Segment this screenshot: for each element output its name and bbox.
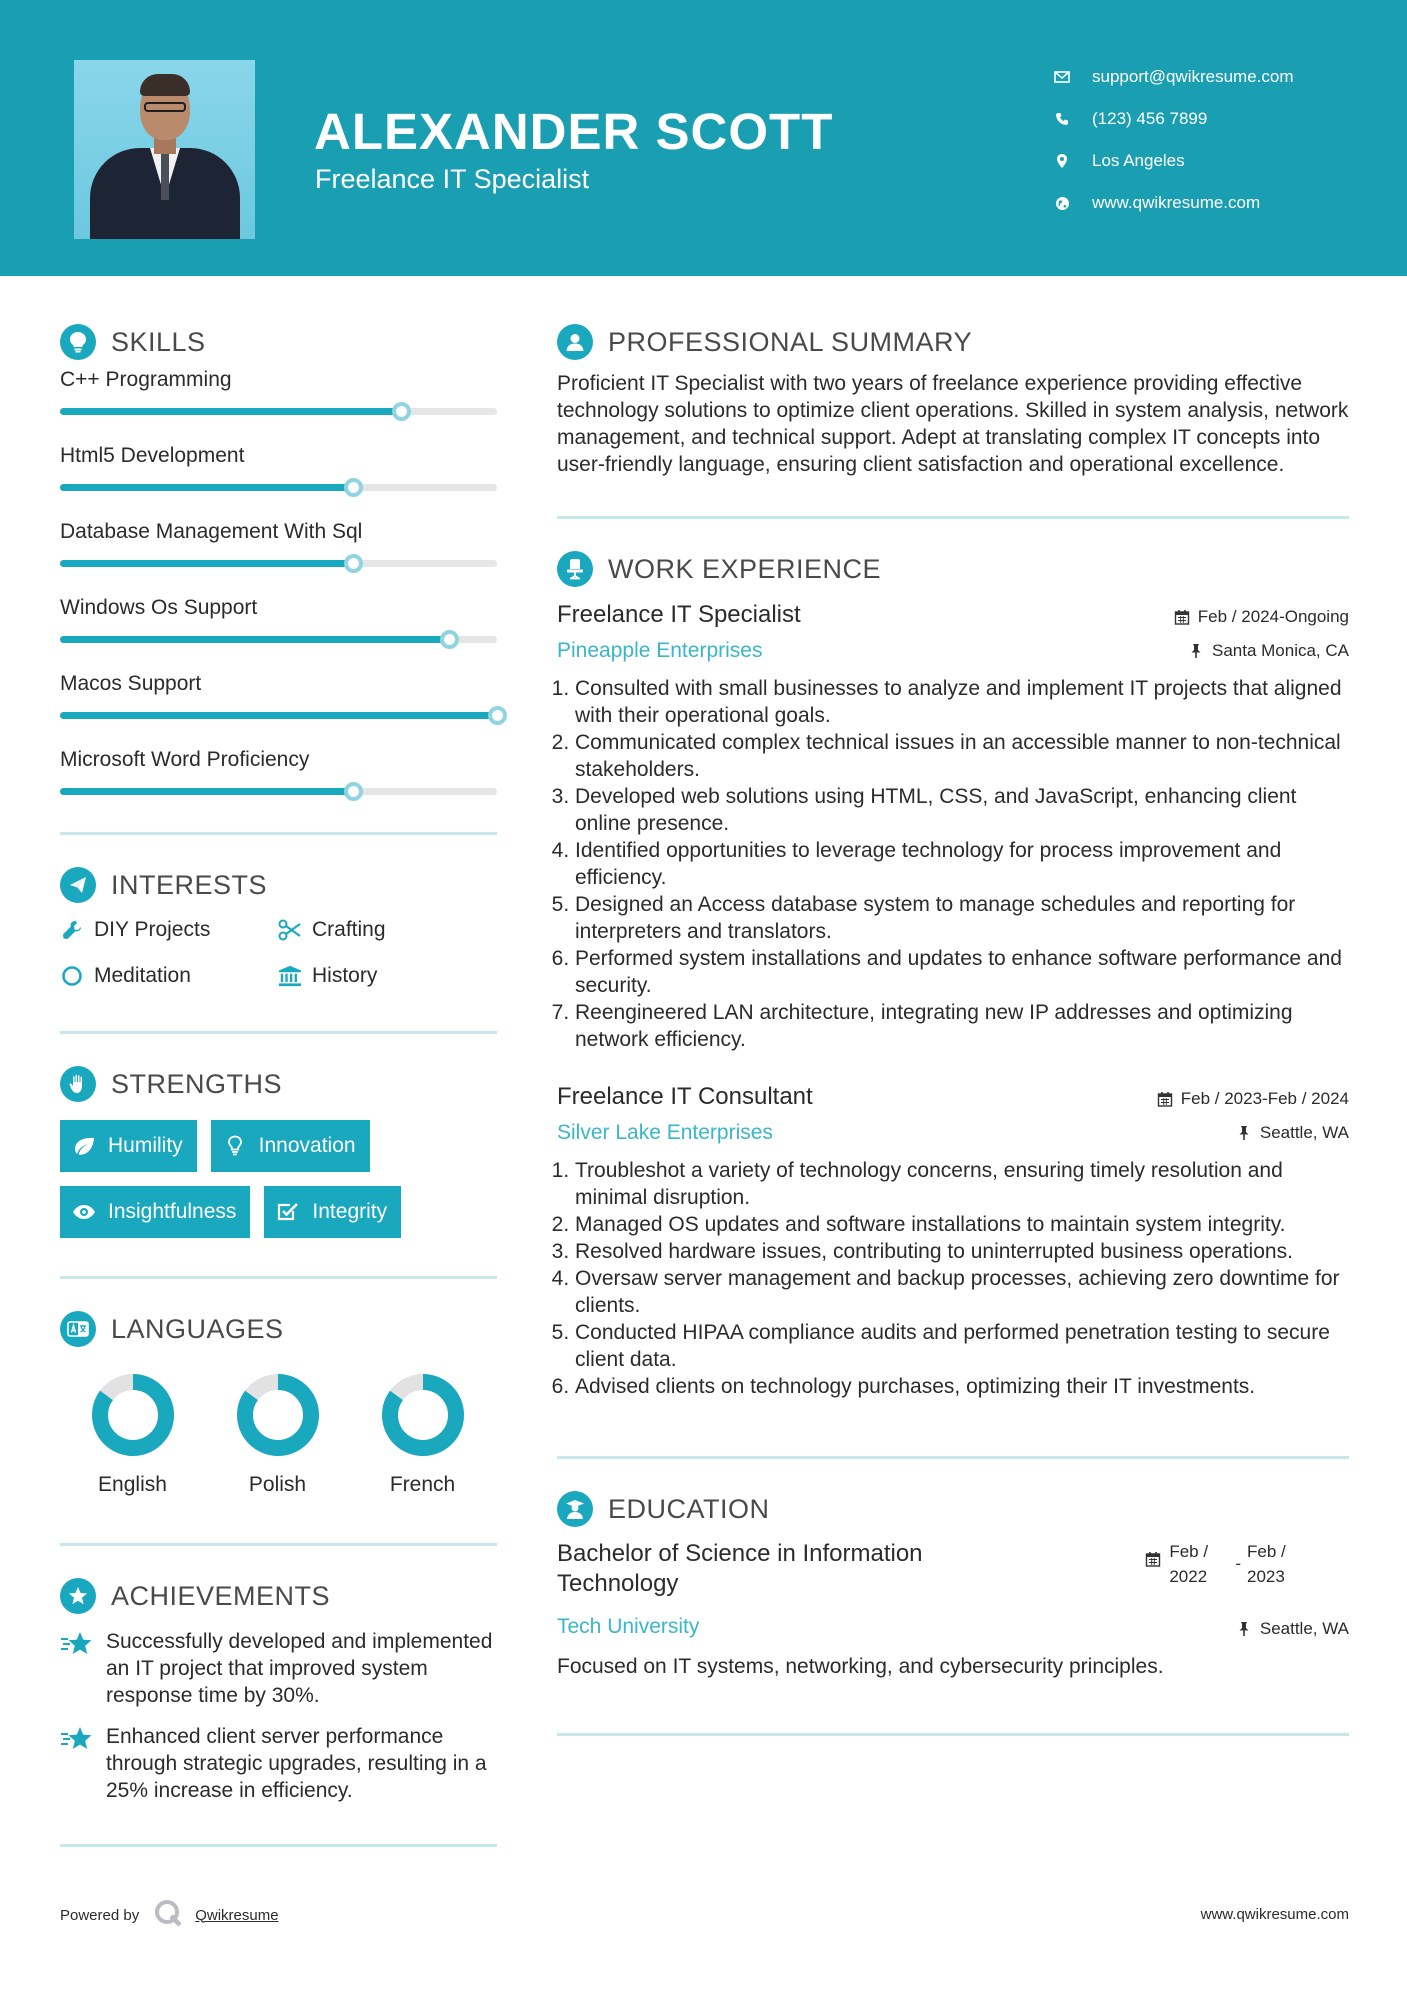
calendar-icon xyxy=(1145,1551,1161,1567)
end-date: Feb / 2023 xyxy=(1247,1542,1286,1586)
language-label: French xyxy=(389,1473,456,1496)
language-donut xyxy=(379,1371,467,1459)
list-item: 1. Troubleshot a variety of technology concerns, ensuring timely resolution and minimal disruption. xyxy=(575,1157,1349,1211)
skills-list xyxy=(60,358,497,814)
skill-slider-handle xyxy=(392,402,411,421)
skill-item xyxy=(60,510,497,586)
translate-icon xyxy=(60,1311,96,1347)
candidate-title: Freelance IT Specialist xyxy=(315,164,590,194)
language-item xyxy=(205,1371,350,1497)
calendar-icon xyxy=(1174,609,1190,625)
summary-heading: PROFESSIONAL SUMMARY xyxy=(557,320,1349,364)
list-item: 2. Communicated complex technical issues in an accessible manner to non-technical stakeholders. xyxy=(575,729,1349,783)
job-entry xyxy=(557,1079,1349,1400)
list-item: 6. Performed system installations and updates to enhance software performance and security. xyxy=(575,945,1349,999)
achievements-list xyxy=(60,1628,497,1804)
pin-icon xyxy=(1236,1125,1252,1141)
section-divider xyxy=(557,1733,1349,1736)
language-label: English xyxy=(98,1473,167,1496)
graduate-icon xyxy=(557,1491,593,1527)
skill-item xyxy=(60,586,497,662)
phone-icon xyxy=(1054,111,1070,127)
list-item: 2. Managed OS updates and software installations to maintain system integrity. xyxy=(575,1211,1349,1238)
job-title: Freelance IT Consultant xyxy=(557,1083,813,1110)
job-company: Pineapple Enterprises xyxy=(557,639,763,662)
job-location: Santa Monica, CA xyxy=(1188,641,1349,661)
section-divider xyxy=(557,1456,1349,1459)
map-pin-icon xyxy=(1054,153,1070,169)
skill-label: Macos Support xyxy=(60,672,202,695)
wrench-icon xyxy=(60,918,84,942)
degree-title: Bachelor of Science in Information Technology xyxy=(557,1540,923,1597)
strength-tag: Humility xyxy=(60,1120,197,1172)
language-item xyxy=(350,1371,495,1497)
section-divider xyxy=(60,1031,497,1034)
skill-slider-handle xyxy=(344,478,363,497)
language-donut xyxy=(89,1371,177,1459)
list-item: 6. Advised clients on technology purchases, optimizing their IT investments. xyxy=(575,1373,1349,1400)
contact-list xyxy=(1054,56,1374,224)
section-divider xyxy=(557,516,1349,519)
contact-location: Los Angeles xyxy=(1054,140,1374,182)
star-badge-icon xyxy=(60,1578,96,1614)
envelope-icon xyxy=(1054,69,1070,85)
job-date: Feb / 2024-Ongoing xyxy=(1174,607,1349,627)
list-item: 3. Resolved hardware issues, contributing to uninterrupted business operations. xyxy=(575,1238,1349,1265)
eye-icon xyxy=(72,1201,96,1223)
pin-icon xyxy=(1236,1621,1252,1637)
skill-bar xyxy=(60,560,497,567)
skill-item xyxy=(60,738,497,814)
skill-bar xyxy=(60,788,497,795)
skill-item xyxy=(60,434,497,510)
skill-item xyxy=(60,358,497,434)
skill-slider-handle xyxy=(440,630,459,649)
pin-icon xyxy=(1188,643,1204,659)
strengths-heading: STRENGTHS xyxy=(60,1062,497,1106)
languages-list xyxy=(60,1371,497,1497)
interest-item: History xyxy=(278,961,496,991)
candidate-name: ALEXANDER SCOTT xyxy=(314,103,834,160)
job-entry xyxy=(557,597,1349,1053)
footer-website-link[interactable]: www.qwikresume.com xyxy=(1200,1906,1349,1923)
scissors-icon xyxy=(278,918,302,942)
bank-icon xyxy=(278,964,302,988)
skill-slider-handle xyxy=(488,706,507,725)
globe-icon xyxy=(1054,195,1070,211)
strengths-list xyxy=(60,1120,497,1238)
education-description: Focused on IT systems, networking, and cybersecurity principles. xyxy=(557,1655,1164,1678)
list-item: 3. Developed web solutions using HTML, CSS, and JavaScript, enhancing client online presence. xyxy=(575,783,1349,837)
summary-text: Proficient IT Specialist with two years of freelance experience providing effective technology solutions to optimize client operations. Skilled in system analysis, network management, and technical support. Adept at translating complex IT concepts into user-friendly language, ensuring client satisfaction and operational excellence. xyxy=(557,372,1349,476)
language-donut xyxy=(234,1371,322,1459)
interests-list xyxy=(60,915,497,991)
skill-item xyxy=(60,662,497,738)
list-item: 5. Designed an Access database system to manage schedules and reporting for interpreters and translators. xyxy=(575,891,1349,945)
skill-label: C++ Programming xyxy=(60,368,232,391)
list-item: 4. Oversaw server management and backup processes, achieving zero downtime for clients. xyxy=(575,1265,1349,1319)
languages-heading: LANGUAGES xyxy=(60,1307,497,1351)
skill-label: Windows Os Support xyxy=(60,596,258,619)
skills-heading: SKILLS xyxy=(60,320,497,364)
job-date: Feb / 2023-Feb / 2024 xyxy=(1157,1089,1349,1109)
lightbulb-icon xyxy=(223,1135,247,1157)
start-date: Feb / 2022 xyxy=(1169,1542,1209,1586)
circle-icon xyxy=(60,964,84,988)
section-divider xyxy=(60,1844,497,1847)
skill-label: Html5 Development xyxy=(60,444,245,467)
language-label: Polish xyxy=(248,1473,307,1496)
experience-heading: WORK EXPERIENCE xyxy=(557,547,1349,591)
strength-tag: Integrity xyxy=(264,1186,401,1238)
language-item xyxy=(60,1371,205,1497)
skill-slider-handle xyxy=(344,782,363,801)
section-divider xyxy=(60,1543,497,1546)
user-icon xyxy=(557,324,593,360)
achievement-item: Successfully developed and implemented an IT project that improved system response time by 30%. xyxy=(60,1628,497,1709)
job-responsibilities xyxy=(557,675,1349,1053)
achievement-item: Enhanced client server performance through strategic upgrades, resulting in a 25% increase in efficiency. xyxy=(60,1723,497,1804)
job-title: Freelance IT Specialist xyxy=(557,601,801,628)
list-item: 4. Identified opportunities to leverage technology for process improvement and efficiency. xyxy=(575,837,1349,891)
job-company: Silver Lake Enterprises xyxy=(557,1121,773,1144)
list-item: 1. Consulted with small businesses to analyze and implement IT projects that aligned with their operational goals. xyxy=(575,675,1349,729)
right-column xyxy=(557,320,1349,1736)
education-location: Seattle, WA xyxy=(1236,1619,1349,1639)
profile-photo xyxy=(74,60,255,239)
lightbulb-icon xyxy=(60,324,96,360)
section-divider xyxy=(60,832,497,835)
star-icon xyxy=(60,1725,94,1755)
resume-header xyxy=(0,0,1407,276)
education-dates: Feb / 2022 - Feb / 2023 xyxy=(1145,1539,1307,1589)
strength-tag: Innovation xyxy=(211,1120,370,1172)
interest-item: DIY Projects xyxy=(60,915,278,945)
briefcase-chair-icon xyxy=(557,551,593,587)
skill-bar xyxy=(60,484,497,491)
skill-label: Database Management With Sql xyxy=(60,520,363,543)
education-entry xyxy=(557,1535,1349,1645)
calendar-icon xyxy=(1157,1091,1173,1107)
interest-item: Meditation xyxy=(60,961,278,991)
powered-by: Powered by Qwikresume xyxy=(60,1898,279,1932)
paper-plane-icon xyxy=(60,867,96,903)
achievements-heading: ACHIEVEMENTS xyxy=(60,1574,497,1618)
left-column xyxy=(60,320,497,1847)
interest-item: Crafting xyxy=(278,915,496,945)
check-square-icon xyxy=(276,1201,300,1223)
list-item: 7. Reengineered LAN architecture, integrating new IP addresses and optimizing network efficiency. xyxy=(575,999,1349,1053)
leaf-icon xyxy=(72,1135,96,1157)
section-divider xyxy=(60,1276,497,1279)
skill-slider-handle xyxy=(344,554,363,573)
contact-website[interactable]: www.qwikresume.com xyxy=(1054,182,1374,224)
strength-tag: Insightfulness xyxy=(60,1186,250,1238)
skill-bar xyxy=(60,636,497,643)
skill-bar xyxy=(60,712,497,719)
education-heading: EDUCATION xyxy=(557,1487,1349,1531)
school-name: Tech University xyxy=(557,1615,700,1638)
qwikresume-logo-icon xyxy=(153,1898,183,1932)
skill-bar xyxy=(60,408,497,415)
job-location: Seattle, WA xyxy=(1236,1123,1349,1143)
interests-heading: INTERESTS xyxy=(60,863,497,907)
skill-label: Microsoft Word Proficiency xyxy=(60,748,310,771)
contact-phone[interactable]: (123) 456 7899 xyxy=(1054,98,1374,140)
list-item: 5. Conducted HIPAA compliance audits and performed penetration testing to secure client data. xyxy=(575,1319,1349,1373)
star-icon xyxy=(60,1630,94,1660)
hand-icon xyxy=(60,1066,96,1102)
job-responsibilities xyxy=(557,1157,1349,1400)
contact-email[interactable]: support@qwikresume.com xyxy=(1054,56,1374,98)
qwikresume-link[interactable]: Qwikresume xyxy=(195,1906,279,1924)
